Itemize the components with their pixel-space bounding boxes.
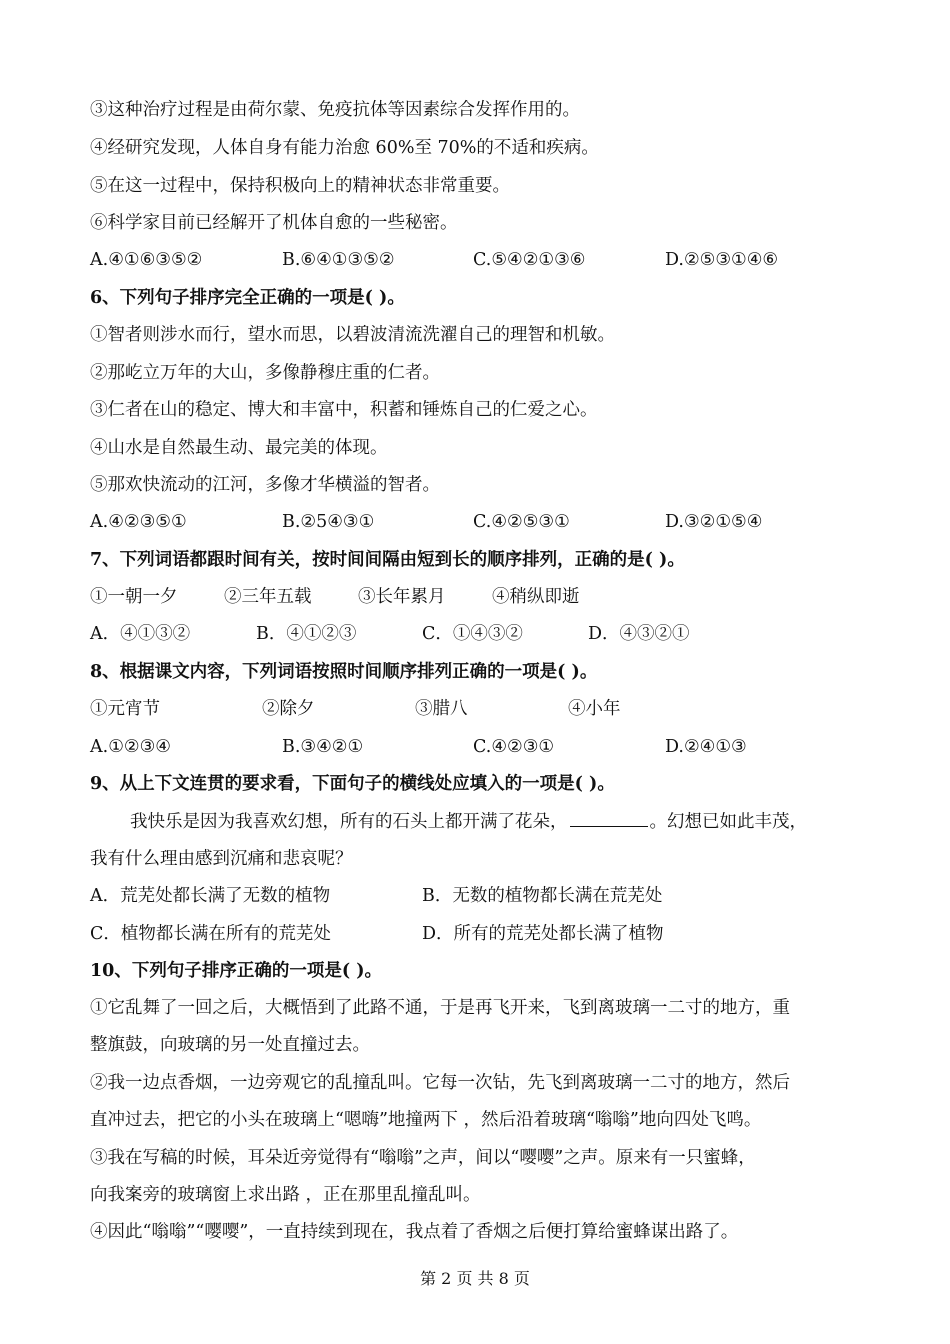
q9-option-a: A．荒芜处都长满了无数的植物 <box>90 886 331 906</box>
answer-blank <box>570 809 648 827</box>
q8-option-c: C.④②③① <box>473 737 555 757</box>
q8-stem: 8、根据课文内容，下列词语按照时间顺序排列正确的一项是( )。 <box>90 662 598 682</box>
q9-passage-line <box>130 809 807 834</box>
q7-option-a: A．④①③② <box>90 624 191 644</box>
q10-line: ④因此“嗡嗡”“嘤嘤”，一直持续到现在，我点着了香烟之后便打算给蜜蜂谋出路了。 <box>90 1222 739 1242</box>
q10-stem: 10、下列句子排序正确的一项是( )。 <box>90 961 383 981</box>
q6-option-c: C.④②⑤③① <box>473 512 570 532</box>
q6-item: ①智者则涉水而行，望水而思，以碧波清流洗濯自己的理智和机敏。 <box>90 325 615 345</box>
q8-item: ④小年 <box>568 699 621 719</box>
q7-item: ②三年五载 <box>224 587 312 607</box>
q9-option-c: C．植物都长满在所有的荒芜处 <box>90 924 331 944</box>
q10-line: 向我案旁的玻璃窗上求出路 ，正在那里乱撞乱叫。 <box>90 1185 481 1205</box>
q7-item: ③长年累月 <box>358 587 446 607</box>
q7-option-b: B．④①②③ <box>256 624 357 644</box>
q6-item: ③仁者在山的稳定、博大和丰富中，积蓄和锤炼自己的仁爱之心。 <box>90 400 598 420</box>
page-footer: 第 2 页 共 8 页 <box>420 1269 530 1288</box>
sentence-6: ⑥科学家目前已经解开了机体自愈的一些秘密。 <box>90 213 458 233</box>
q10-line: ③我在写稿的时候，耳朵近旁觉得有“嗡嗡”之声，间以“嘤嘤”之声。原来有一只蜜蜂， <box>90 1148 756 1168</box>
q10-line: 整旗鼓，向玻璃的另一处直撞过去。 <box>90 1035 370 1055</box>
q10-line: ②我一边点香烟，一边旁观它的乱撞乱叫。它每一次钻，先飞到离玻璃一二寸的地方，然后 <box>90 1073 790 1093</box>
q8-option-d: D.②④①③ <box>665 737 747 757</box>
q8-item: ③腊八 <box>415 699 468 719</box>
q9-option-b: B．无数的植物都长满在荒芜处 <box>422 886 663 906</box>
q6-item: ②那屹立万年的大山，多像静穆庄重的仁者。 <box>90 363 440 383</box>
q6-stem: 6、下列句子排序完全正确的一项是( )。 <box>90 288 405 308</box>
q10-line: 直冲过去，把它的小头在玻璃上“嗯嗨”地撞两下 ，然后沿着玻璃“嗡嗡”地向四处飞鸣。 <box>90 1110 762 1130</box>
q7-item: ①一朝一夕 <box>90 587 178 607</box>
q9-passage-part: 。幻想已如此丰茂， <box>649 812 807 832</box>
q5-option-d: D.②⑤③①④⑥ <box>665 250 779 270</box>
q9-option-d: D．所有的荒芜处都长满了植物 <box>422 924 664 944</box>
q9-stem: 9、从上下文连贯的要求看，下面句子的横线处应填入的一项是( )。 <box>90 774 615 794</box>
q8-option-a: A.①②③④ <box>90 737 171 757</box>
q8-option-b: B.③④②① <box>282 737 364 757</box>
q10-line: ①它乱舞了一回之后，大概悟到了此路不通，于是再飞开来，飞到离玻璃一二寸的地方，重 <box>90 998 790 1018</box>
q8-item: ②除夕 <box>262 699 315 719</box>
q5-option-a: A.④①⑥③⑤② <box>90 250 203 270</box>
q6-item: ④山水是自然最生动、最完美的体现。 <box>90 438 388 458</box>
q6-option-d: D.③②①⑤④ <box>665 512 763 532</box>
q6-option-b: B.②5④③① <box>282 512 375 532</box>
q7-option-c: C．①④③② <box>422 624 523 644</box>
sentence-5: ⑤在这一过程中，保持积极向上的精神状态非常重要。 <box>90 176 510 196</box>
sentence-4: ④经研究发现，人体自身有能力治愈 60%至 70%的不适和疾病。 <box>90 138 599 158</box>
q9-passage-part: 我快乐是因为我喜欢幻想，所有的石头上都开满了花朵， <box>130 812 568 832</box>
q6-item: ⑤那欢快流动的江河，多像才华横溢的智者。 <box>90 475 440 495</box>
q6-option-a: A.④②③⑤① <box>90 512 187 532</box>
q5-option-c: C.⑤④②①③⑥ <box>473 250 586 270</box>
q7-stem: 7、下列词语都跟时间有关，按时间间隔由短到长的顺序排列，正确的是( )。 <box>90 550 685 570</box>
q7-item: ④稍纵即逝 <box>492 587 580 607</box>
q7-option-d: D．④③②① <box>588 624 690 644</box>
q9-passage-line: 我有什么理由感到沉痛和悲哀呢？ <box>90 849 353 869</box>
sentence-3: ③这种治疗过程是由荷尔蒙、免疫抗体等因素综合发挥作用的。 <box>90 100 580 120</box>
q5-option-b: B.⑥④①③⑤② <box>282 250 395 270</box>
q8-item: ①元宵节 <box>90 699 160 719</box>
